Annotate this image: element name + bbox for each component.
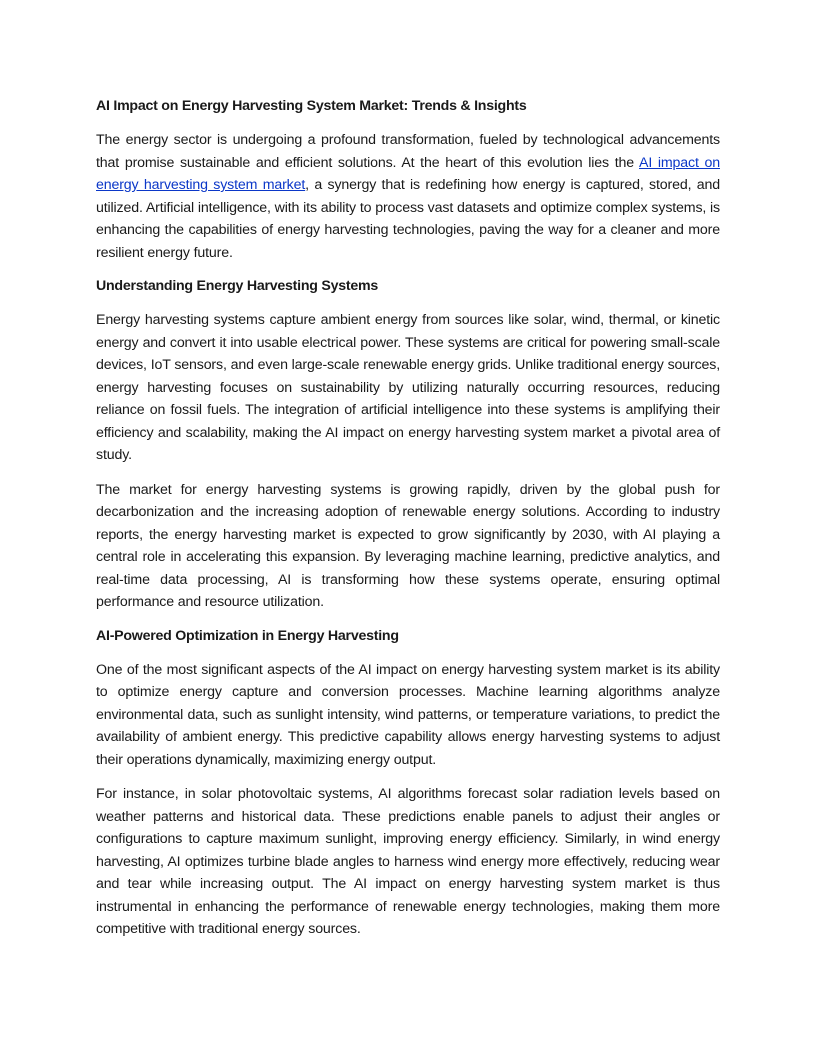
section-heading-ai-optimization: AI-Powered Optimization in Energy Harvesting: [96, 627, 399, 644]
section-paragraph: One of the most significant aspects of the AI impact on energy harvesting system market is its ability to optimize energy capture and conversion processes. Machine learning algorithms analyze environmental data, such as sunlight intensity, wind patterns, or temperature variations, to predict the availability of ambient energy. This predictive capability allows energy harvesting systems to adjust their operations dynamically, maximizing energy output.: [96, 661, 720, 768]
document-title: AI Impact on Energy Harvesting System Market: Trends & Insights: [96, 98, 527, 114]
section-heading-understanding: Understanding Energy Harvesting Systems: [96, 278, 378, 294]
section-paragraph: The market for energy harvesting systems is growing rapidly, driven by the global push for decarbonization and the increasing adoption of renewable energy solutions. According to industry reports, the energy harvesting market is expected to grow significantly by 2030, with AI playing a central role in accelerating this expansion. By leveraging machine learning, predictive analytics, and real-time data processing, AI is transforming how these systems operate, ensuring optimal performance and resource utilization.: [96, 481, 720, 610]
section-paragraph: For instance, in solar photovoltaic systems, AI algorithms forecast solar radiation levels based on weather patterns and historical data. These predictions enable panels to adjust their angles or configurations to capture maximum sunlight, improving energy efficiency. Similarly, in wind energy harvesting, AI optimizes turbine blade angles to harness wind energy more effectively, reducing wear and tear while increasing output. The AI impact on energy harvesting system market is thus instrumental in enhancing the performance of renewable energy technologies, making them more competitive with traditional energy sources.: [96, 786, 720, 937]
intro-text-before-link: The energy sector is undergoing a profound transformation, fueled by technological advancements that promise sustainable and efficient solutions. At the heart of this evolution lies the: [96, 132, 720, 171]
market-report-link[interactable]: AI impact on energy harvesting system market: [96, 154, 720, 193]
intro-paragraph: [96, 129, 720, 264]
section-paragraph: Energy harvesting systems capture ambient energy from sources like solar, wind, thermal, or kinetic energy and convert it into usable electrical power. These systems are critical for powering small-scale devices, IoT sensors, and even large-scale renewable energy grids. Unlike traditional energy sources, energy harvesting focuses on sustainability by utilizing naturally occurring resources, reducing reliance on fossil fuels. The integration of artificial intelligence into these systems is amplifying their efficiency and scalability, making the AI impact on energy harvesting system market a pivotal area of study.: [96, 312, 720, 463]
document-page: [96, 96, 720, 953]
intro-text-after-link: , a synergy that is redefining how energy is captured, stored, and utilized. Artificial intelligence, with its ability to process vast datasets and optimize complex systems, is enhancing the capabilities of energy harvesting technologies, paving the way for a cleaner and more resilient energy future.: [96, 177, 720, 261]
